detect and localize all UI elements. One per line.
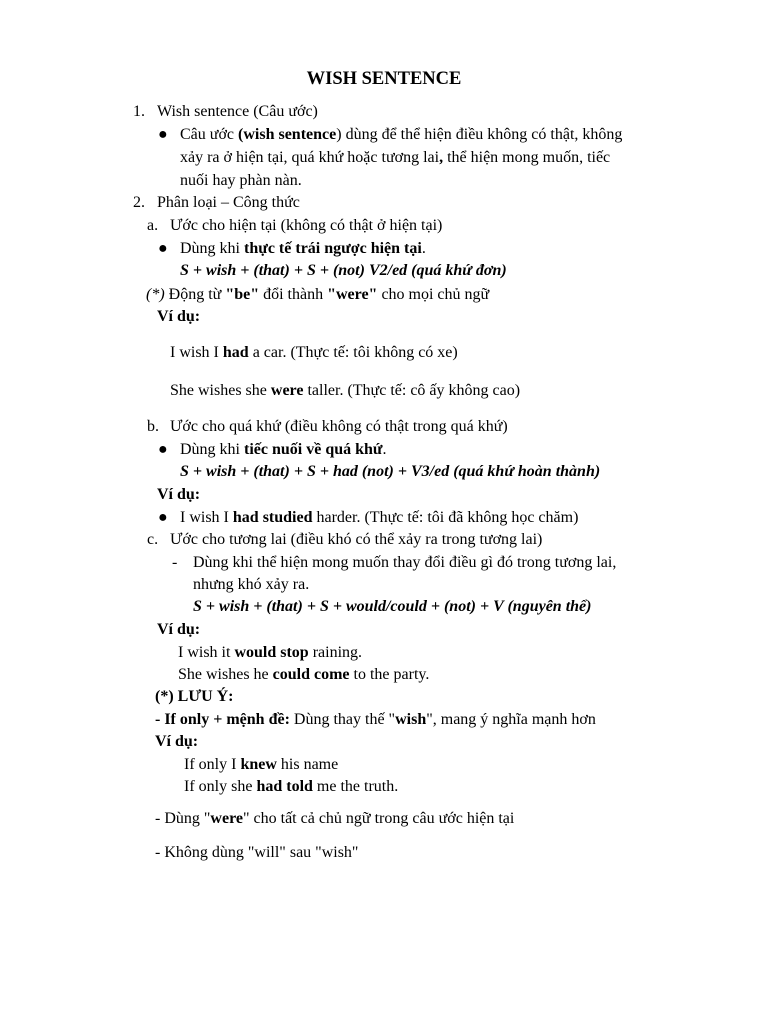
section-1-definition-line2: xảy ra ở hiện tại, quá khứ hoặc tương lai, thể hiện mong muốn, tiếc bbox=[180, 149, 611, 166]
subsection-a-label: a. bbox=[147, 217, 159, 234]
dash-marker: - bbox=[172, 554, 178, 571]
subsection-c-usage-line1: Dùng khi thể hiện mong muốn thay đổi điều gì đó trong tương lai, bbox=[193, 554, 617, 571]
bullet-icon: ● bbox=[158, 126, 168, 143]
note-were: - Dùng "were" cho tất cả chủ ngữ trong câu ước hiện tại bbox=[155, 810, 515, 827]
note-example-label: Ví dụ: bbox=[155, 733, 199, 750]
section-1-definition-line3: nuối hay phàn nàn. bbox=[180, 172, 302, 189]
subsection-b-usage: Dùng khi tiếc nuối về quá khứ. bbox=[180, 441, 387, 458]
subsection-c-example-label: Ví dụ: bbox=[157, 621, 201, 638]
bullet-icon: ● bbox=[158, 441, 168, 458]
bullet-icon: ● bbox=[158, 509, 168, 526]
subsection-c-heading: Ước cho tương lai (điều khó có thể xảy ra trong tương lai) bbox=[170, 531, 543, 548]
note-if-only: - If only + mệnh đề: Dùng thay thế "wish", mang ý nghĩa mạnh hơn bbox=[155, 711, 596, 728]
subsection-c-example-2: She wishes he could come to the party. bbox=[178, 666, 430, 683]
subsection-b-example-1: I wish I had studied harder. (Thực tế: tôi đã không học chăm) bbox=[180, 509, 579, 526]
subsection-a-note: (*) Động từ "be" đổi thành "were" cho mọi chủ ngữ bbox=[146, 286, 490, 303]
section-2-number: 2. bbox=[133, 194, 145, 211]
subsection-c-usage-line2: nhưng khó xảy ra. bbox=[193, 576, 310, 593]
section-1-heading: Wish sentence (Câu ước) bbox=[157, 103, 318, 120]
subsection-a-formula: S + wish + (that) + S + (not) V2/ed (quá khứ đơn) bbox=[180, 262, 507, 279]
subsection-b-formula: S + wish + (that) + S + had (not) + V3/ed (quá khứ hoàn thành) bbox=[180, 463, 601, 480]
section-1-definition-line1: Câu ước (wish sentence) dùng để thể hiện điều không có thật, không bbox=[180, 126, 623, 143]
note-heading: (*) LƯU Ý: bbox=[155, 688, 234, 705]
subsection-a-example-1: I wish I had a car. (Thực tế: tôi không có xe) bbox=[170, 344, 458, 361]
subsection-c-label: c. bbox=[147, 531, 159, 548]
section-1-number: 1. bbox=[133, 103, 145, 120]
note-example-2: If only she had told me the truth. bbox=[184, 778, 399, 795]
subsection-b-heading: Ước cho quá khứ (điều không có thật trong quá khứ) bbox=[170, 418, 508, 435]
subsection-b-example-label: Ví dụ: bbox=[157, 486, 201, 503]
subsection-a-example-label: Ví dụ: bbox=[157, 308, 201, 325]
subsection-c-example-1: I wish it would stop raining. bbox=[178, 644, 363, 661]
subsection-a-usage: Dùng khi thực tế trái ngược hiện tại. bbox=[180, 240, 426, 257]
section-2-heading: Phân loại – Công thức bbox=[157, 194, 300, 211]
bullet-icon: ● bbox=[158, 240, 168, 257]
subsection-c-formula: S + wish + (that) + S + would/could + (not) + V (nguyên thể) bbox=[193, 598, 592, 615]
subsection-b-label: b. bbox=[147, 418, 159, 435]
note-example-1: If only I knew his name bbox=[184, 756, 339, 773]
subsection-a-heading: Ước cho hiện tại (không có thật ở hiện tại) bbox=[170, 217, 443, 234]
page-title: WISH SENTENCE bbox=[306, 69, 462, 89]
subsection-a-example-2: She wishes she were taller. (Thực tế: cô ấy không cao) bbox=[170, 382, 521, 399]
note-will: - Không dùng "will" sau "wish" bbox=[155, 844, 359, 861]
